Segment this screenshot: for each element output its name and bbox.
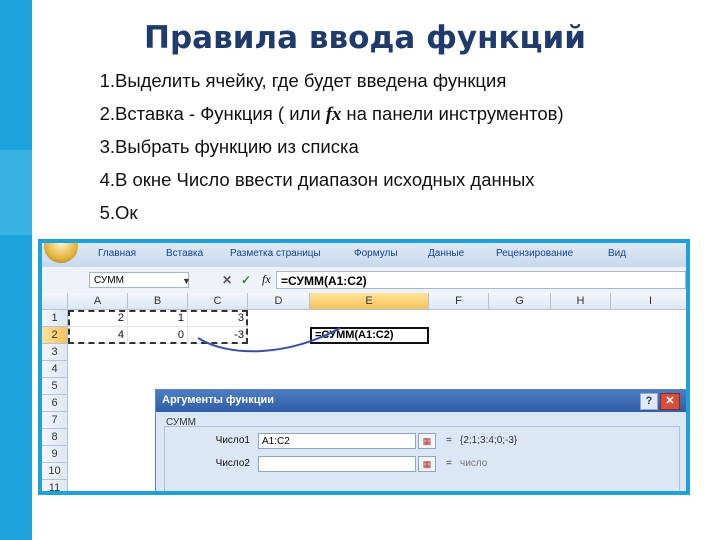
range-select-icon[interactable]: ▦	[418, 433, 436, 449]
step-item	[80, 97, 564, 130]
formula-input[interactable]: =СУММ(A1:C2)	[276, 271, 686, 289]
steps-list	[80, 64, 564, 229]
tab-formulas[interactable]: Формулы	[354, 248, 398, 259]
arg-result-number2: число	[460, 458, 488, 469]
tab-home[interactable]: Главная	[98, 248, 137, 259]
row-header[interactable]: 9	[42, 446, 68, 463]
accent-segment-top	[0, 0, 32, 150]
range-select-icon[interactable]: ▦	[418, 456, 436, 472]
insert-function-icon[interactable]: fx	[262, 272, 271, 286]
tab-review[interactable]: Рецензирование	[496, 248, 574, 259]
row-header[interactable]: 5	[42, 378, 68, 395]
active-cell-e2[interactable]: =СУММ(A1:C2)	[310, 327, 429, 344]
tab-page-layout[interactable]: Разметка страницы	[230, 248, 321, 259]
column-header[interactable]: H	[551, 293, 611, 310]
cell-c1[interactable]: 3	[188, 310, 248, 327]
office-button[interactable]	[44, 239, 78, 263]
left-accent-bar	[0, 0, 32, 540]
help-button[interactable]: ?	[640, 393, 658, 410]
cell-a1[interactable]: 2	[68, 310, 128, 327]
name-box[interactable]: СУММ	[89, 272, 189, 288]
cell-c2[interactable]: -3	[188, 327, 248, 344]
step-number: 5.	[99, 202, 115, 223]
step-number: 1.	[99, 70, 115, 91]
step-text: Вставка - Функция ( или	[115, 103, 326, 124]
excel-window	[38, 239, 690, 495]
dialog-title: Аргументы функции	[162, 394, 274, 406]
equals-sign: =	[446, 435, 452, 446]
number2-input[interactable]	[258, 456, 416, 472]
column-header[interactable]: A	[68, 293, 128, 310]
tab-insert[interactable]: Вставка	[166, 248, 204, 259]
function-arguments-dialog	[155, 389, 687, 495]
row-header[interactable]: 4	[42, 361, 68, 378]
row-header[interactable]: 11	[42, 480, 68, 495]
arg-result-number1: {2;1;3:4;0;-3}	[460, 435, 518, 446]
formula-bar	[42, 267, 686, 294]
row-header[interactable]: 8	[42, 429, 68, 446]
column-header[interactable]: B	[128, 293, 188, 310]
tab-view[interactable]: Вид	[608, 248, 627, 259]
column-header[interactable]: C	[188, 293, 248, 310]
step-text: В окне Число ввести диапазон исходных данных	[115, 169, 535, 190]
accent-segment-middle	[0, 150, 32, 235]
step-text: Выбрать функцию из списка	[115, 136, 359, 157]
arg-label-number2: Число2	[215, 458, 250, 469]
cell-b2[interactable]: 0	[128, 327, 188, 344]
cancel-icon[interactable]: ✕	[222, 273, 233, 287]
dialog-titlebar[interactable]	[156, 390, 686, 412]
accent-segment-bottom	[0, 235, 32, 540]
column-header[interactable]: E	[310, 293, 429, 310]
step-item	[80, 196, 564, 229]
step-text: Выделить ячейку, где будет введена функция	[115, 70, 507, 91]
close-button[interactable]: ✕	[660, 393, 680, 410]
step-number: 4.	[99, 169, 115, 190]
row-header[interactable]: 1	[42, 310, 68, 327]
row-header[interactable]: 7	[42, 412, 68, 429]
arg-label-number1: Число1	[215, 435, 250, 446]
step-item	[80, 130, 564, 163]
step-number: 2.	[99, 103, 115, 124]
enter-icon[interactable]: ✓	[241, 273, 252, 287]
select-all-corner[interactable]	[42, 293, 68, 310]
step-item	[80, 64, 564, 97]
equals-sign: =	[446, 458, 452, 469]
chevron-down-icon[interactable]: ▼	[182, 276, 191, 286]
step-number: 3.	[99, 136, 115, 157]
row-header[interactable]: 3	[42, 344, 68, 361]
column-header[interactable]: G	[489, 293, 551, 310]
row-header[interactable]: 10	[42, 463, 68, 480]
cell-a2[interactable]: 4	[68, 327, 128, 344]
column-header[interactable]: I	[611, 293, 690, 310]
row-header[interactable]: 6	[42, 395, 68, 412]
tab-data[interactable]: Данные	[428, 248, 465, 259]
step-text: Ок	[115, 202, 138, 223]
cell-b1[interactable]: 1	[128, 310, 188, 327]
row-header[interactable]: 2	[42, 327, 68, 344]
step-item	[80, 163, 564, 196]
number1-input[interactable]: A1:C2	[258, 433, 416, 449]
function-name-label: СУММ	[166, 417, 196, 428]
ribbon-tabs	[42, 243, 686, 268]
fx-icon: fx	[325, 105, 342, 125]
slide-title: Правила ввода функций	[144, 20, 586, 56]
step-text: на панели инструментов)	[341, 103, 564, 124]
column-header[interactable]: D	[248, 293, 310, 310]
column-header[interactable]: F	[429, 293, 489, 310]
